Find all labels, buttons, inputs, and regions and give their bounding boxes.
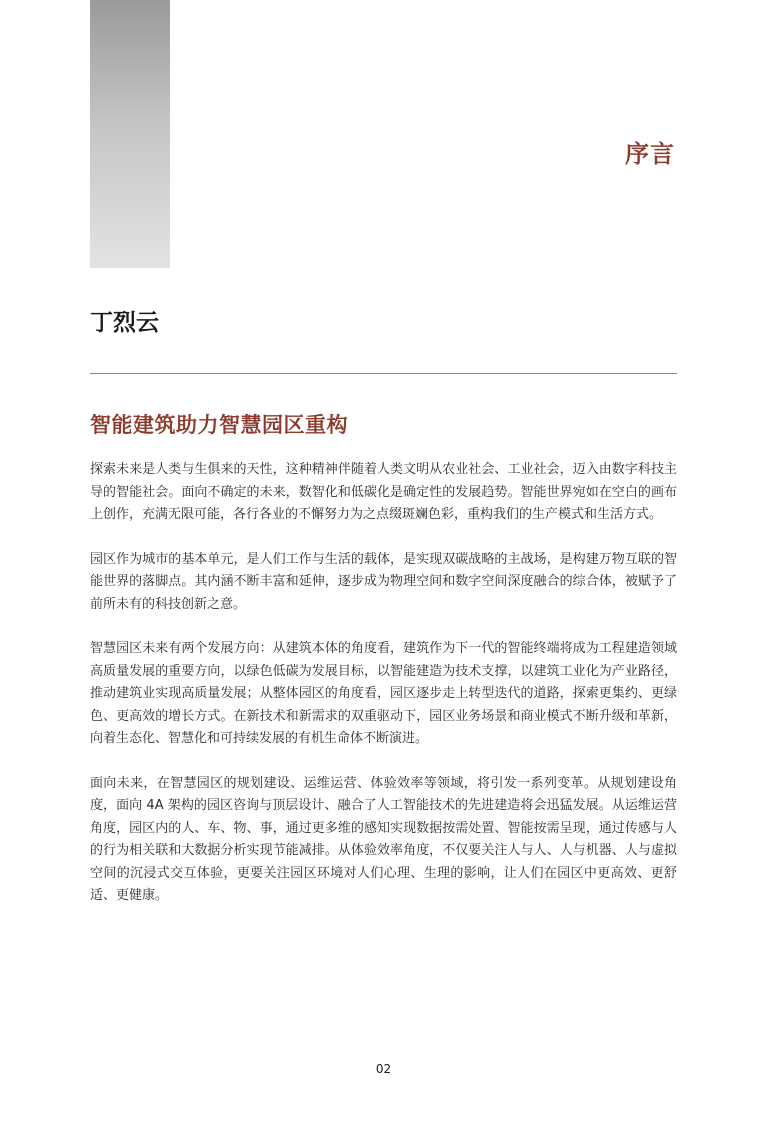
author-name: 丁烈云 [90, 310, 159, 336]
decorative-gray-bar [90, 0, 170, 268]
paragraph-4: 面向未来，在智慧园区的规划建设、运维运营、体验效率等领域，将引发一系列变革。从规划建设角度，面向 4A 架构的园区咨询与顶层设计、融合了人工智能技术的先进建造将会迅猛发展。从运维运营角度，园区内的人、车、物、事，通过更多维的感知实现数据按需处置、智能按需呈现，通过传感与人的行为相关联和大数据分析实现节能减排。从体验效率角度，不仅要关注人与人、人与机器、人与虚拟空间的沉浸式交互体验，更要关注园区环境对人们心理、生理的影响，让人们在园区中更高效、更舒适、更健康。 [90, 775, 677, 903]
body-text [90, 459, 677, 930]
page-number: 02 [375, 1062, 392, 1076]
divider [90, 373, 677, 374]
paragraph-1: 探索未来是人类与生俱来的天性，这种精神伴随着人类文明从农业社会、工业社会，迈入由数字科技主导的智能社会。面向不确定的未来，数智化和低碳化是确定性的发展趋势。智能世界宛如在空白的画布上创作，充满无限可能，各行各业的不懈努力为之点缀斑斓色彩，重构我们的生产模式和生活方式。 [90, 462, 677, 522]
paragraph-3: 智慧园区未来有两个发展方向：从建筑本体的角度看，建筑作为下一代的智能终端将成为工程建造领域高质量发展的重要方向，以绿色低碳为发展目标，以智能建造为技术支撑，以建筑工业化为产业路径，推动建筑业实现高质量发展；从整体园区的角度看，园区逐步走上转型迭代的道路，探索更集约、更绿色、更高效的增长方式。在新技术和新需求的双重驱动下，园区业务场景和商业模式不断升级和革新，向着生态化、智慧化和可持续发展的有机生命体不断演进。 [90, 641, 677, 746]
paragraph-2: 园区作为城市的基本单元，是人们工作与生活的载体，是实现双碳战略的主战场，是构建万物互联的智能世界的落脚点。其内涵不断丰富和延伸，逐步成为物理空间和数字空间深度融合的综合体，被赋予了前所未有的科技创新之意。 [90, 551, 677, 612]
section-title: 序言 [625, 140, 675, 168]
article-heading: 智能建筑助力智慧园区重构 [90, 413, 348, 437]
